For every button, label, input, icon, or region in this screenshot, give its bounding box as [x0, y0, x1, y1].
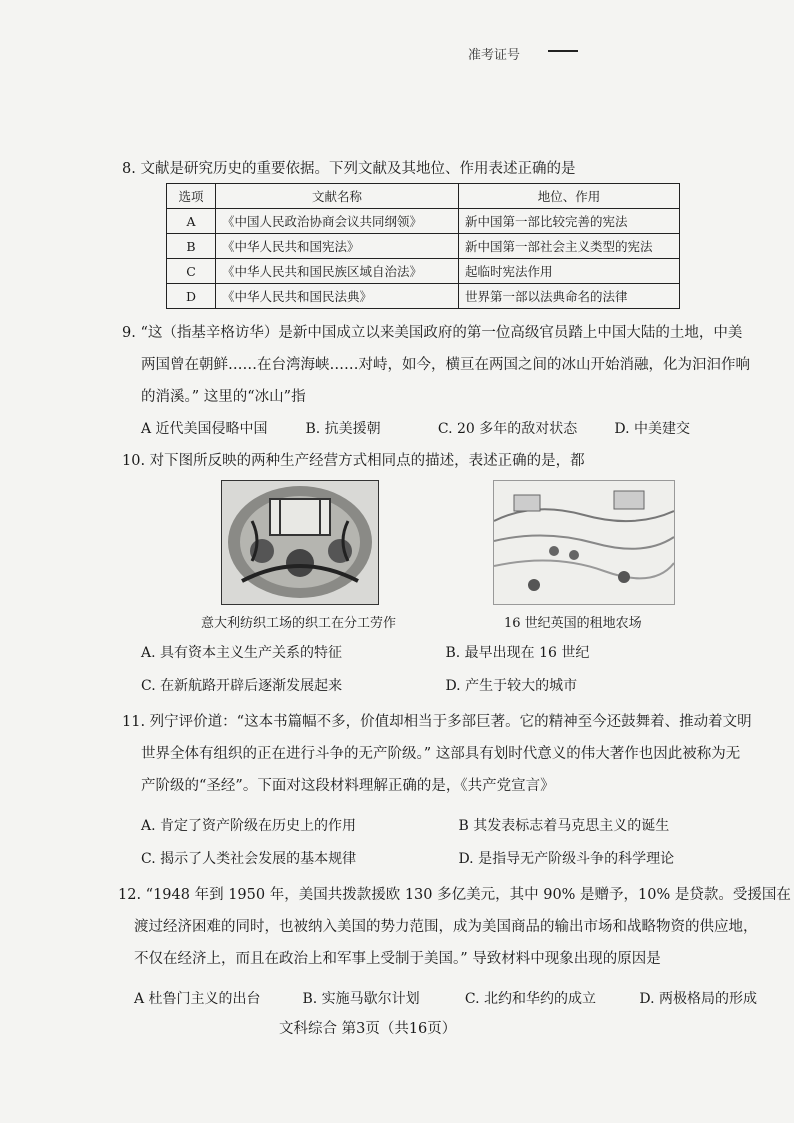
q12-option-b[interactable]: B. 实施马歇尔计划: [302, 991, 420, 1007]
q10-option-b[interactable]: B. 最早出现在 16 世纪: [445, 645, 590, 661]
q10-options-row2: [141, 675, 577, 695]
row-a-option: A: [167, 209, 216, 234]
q11-line3: 产阶级的“圣经”。下面对这段材料理解正确的是，《共产党宣言》: [141, 778, 555, 794]
weaving-workshop-image: [221, 480, 379, 605]
q11-options-row1: [141, 815, 669, 835]
english-farm-image: [493, 480, 675, 605]
col-header-role: 地位、作用: [459, 184, 680, 209]
q10-options-row1: [141, 642, 589, 662]
q10-option-a[interactable]: A. 具有资本主义生产关系的特征: [141, 645, 343, 661]
q10-stem: 10. 对下图所反映的两种生产经营方式相同点的描述，表述正确的是，都: [122, 453, 585, 469]
q11-line2: 世界全体有组织的正在进行斗争的无产阶级。” 这部具有划时代意义的伟大著作也因此被称为无: [141, 746, 741, 762]
q11-line1: 11. 列宁评价道：“这本书篇幅不多，价值却相当于多部巨著。它的精神至今还鼓舞着、推动着文明: [122, 714, 752, 730]
exam-id-blank: [548, 50, 578, 52]
table-row: [167, 284, 680, 309]
row-b-document: 《中华人民共和国宪法》: [216, 234, 459, 259]
page-footer: 文科综合 第3页（共16页）: [279, 1021, 457, 1037]
q9-option-a[interactable]: A 近代美国侵略中国: [141, 421, 268, 437]
table-row: [167, 234, 680, 259]
q9-line3: 的消溪。” 这里的“冰山”指: [141, 389, 306, 405]
q9-line2: 两国曾在朝鲜……在台湾海峡……对峙，如今，横亘在两国之间的冰山开始消融，化为汩汩作响: [141, 357, 750, 373]
q10-option-d[interactable]: D. 产生于较大的城市: [445, 678, 578, 694]
q8-stem: 8. 文献是研究历史的重要依据。下列文献及其地位、作用表述正确的是: [122, 161, 576, 177]
row-c-role: 起临时宪法作用: [459, 259, 680, 284]
caption-right: 16 世纪英国的租地农场: [504, 616, 642, 631]
col-header-option: 选项: [167, 184, 216, 209]
q10-option-c[interactable]: C. 在新航路开辟后逐渐发展起来: [141, 678, 343, 694]
exam-id-label: 准考证号: [468, 48, 521, 63]
table-row: [167, 259, 680, 284]
q9-option-b[interactable]: B. 抗美援朝: [305, 421, 381, 437]
row-c-option: C: [167, 259, 216, 284]
caption-left: 意大利纺织工场的织工在分工劳作: [201, 616, 397, 631]
table-header-row: [167, 184, 680, 209]
row-d-document: 《中华人民共和国民法典》: [216, 284, 459, 309]
q12-option-d[interactable]: D. 两极格局的形成: [639, 991, 757, 1007]
q12-options: [134, 988, 757, 1008]
q12-line1: 12. “1948 年到 1950 年，美国共拨款援欧 130 多亿美元，其中 90% 是赠予，10% 是贷款。受援国在: [118, 887, 791, 903]
q11-options-row2: [141, 848, 674, 868]
row-d-role: 世界第一部以法典命名的法律: [459, 284, 680, 309]
q12-option-c[interactable]: C. 北约和华约的成立: [464, 991, 597, 1007]
q11-option-c[interactable]: C. 揭示了人类社会发展的基本规律: [141, 851, 357, 867]
q11-option-a[interactable]: A. 肯定了资产阶级在历史上的作用: [141, 818, 357, 834]
col-header-document: 文献名称: [216, 184, 459, 209]
q9-option-d[interactable]: D. 中美建交: [614, 421, 690, 437]
row-c-document: 《中华人民共和国民族区域自治法》: [216, 259, 459, 284]
q8-table: [166, 183, 680, 309]
q12-line2: 渡过经济困难的同时，也被纳入美国的势力范围，成为美国商品的输出市场和战略物资的供应地，: [134, 919, 758, 935]
q12-line3: 不仅在经济上，而且在政治上和军事上受制于美国。” 导致材料中现象出现的原因是: [134, 951, 661, 967]
row-d-option: D: [167, 284, 216, 309]
q9-options: [141, 418, 690, 438]
q11-option-d[interactable]: D. 是指导无产阶级斗争的科学理论: [458, 851, 675, 867]
row-a-role: 新中国第一部比较完善的宪法: [459, 209, 680, 234]
q9-line1: 9. “这（指基辛格访华）是新中国成立以来美国政府的第一位高级官员踏上中国大陆的土地，中美: [122, 325, 743, 341]
table-row: [167, 209, 680, 234]
q9-option-c[interactable]: C. 20 多年的敌对状态: [437, 421, 578, 437]
q12-option-a[interactable]: A 杜鲁门主义的出台: [134, 991, 261, 1007]
row-b-option: B: [167, 234, 216, 259]
row-b-role: 新中国第一部社会主义类型的宪法: [459, 234, 680, 259]
row-a-document: 《中国人民政治协商会议共同纲领》: [216, 209, 459, 234]
q11-option-b[interactable]: B 其发表标志着马克思主义的诞生: [458, 818, 670, 834]
